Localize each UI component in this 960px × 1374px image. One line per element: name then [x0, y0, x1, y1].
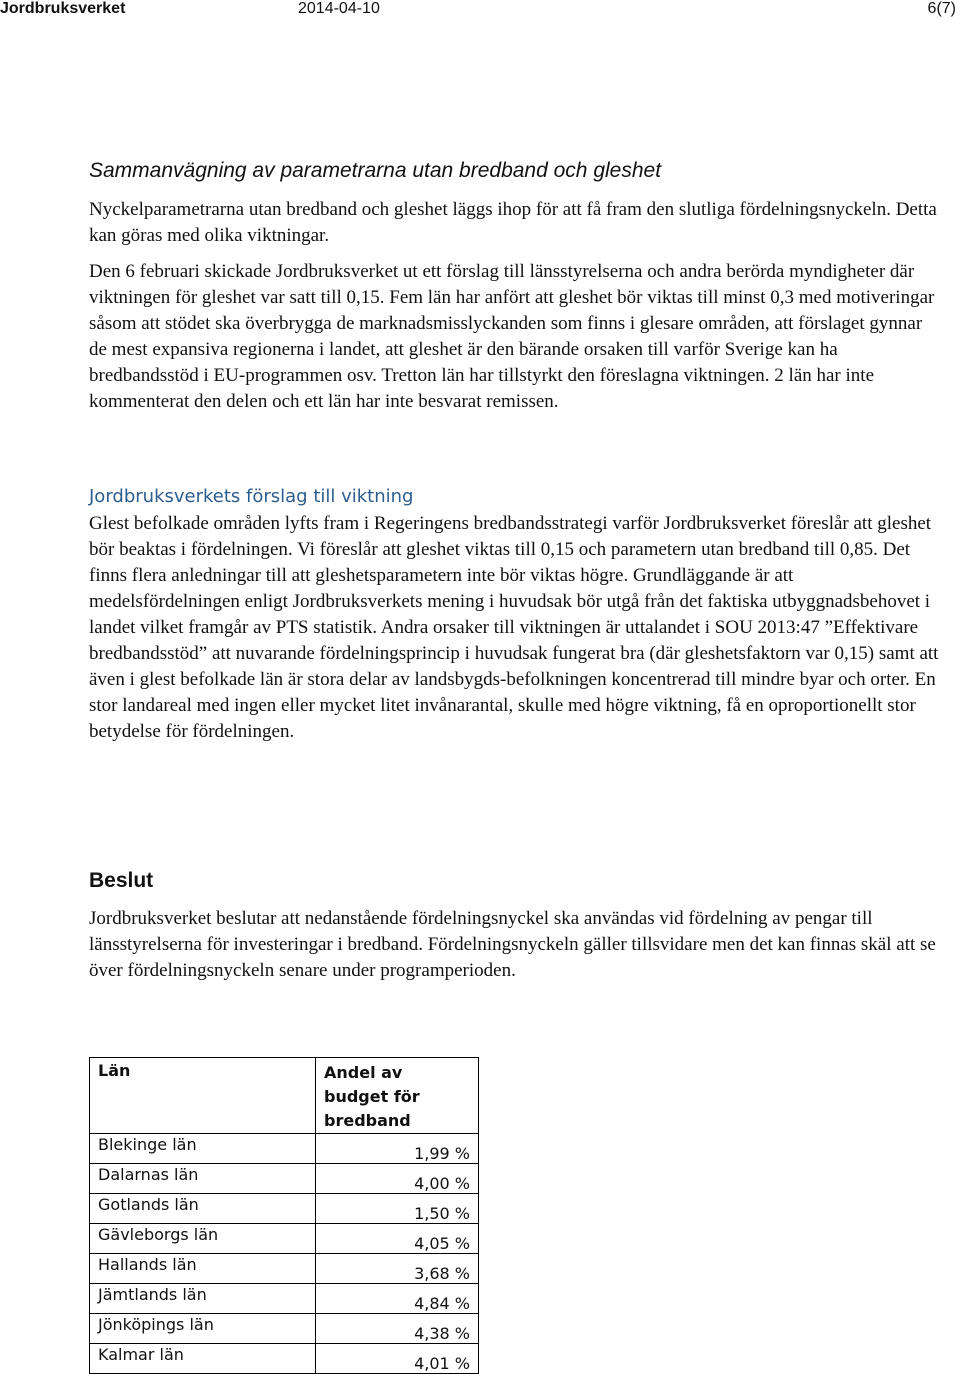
beslut-heading: Beslut — [89, 869, 154, 892]
table-row — [90, 1224, 479, 1254]
cell-andel: 4,00 % — [316, 1164, 479, 1194]
table-row — [90, 1314, 479, 1344]
table-row — [90, 1164, 479, 1194]
paragraph-2: Den 6 februari skickade Jordbruksverket ut ett förslag till länsstyrelserna och andra berörda myndigheter där viktningen för gleshet var satt till 0,15. Fem län har anfört att gleshet bör viktas till minst 0,3 med motiveringar såsom att stödet ska överbrygga de marknadsmisslyckanden som finns i glesare områden, att förslaget gynnar de mest expansiva regionerna i landet, att gleshet är den bärande orsaken till varför Sverige kan ha bredbandsstöd i EU-programmen osv. Tretton län har tillstyrkt den föreslagna viktningen. 2 län har inte kommenterat den delen och ett län har inte besvarat remissen. — [89, 261, 935, 412]
cell-lan: Gotlands län — [90, 1194, 316, 1224]
table-body — [90, 1134, 479, 1374]
table-row — [90, 1344, 479, 1374]
allocation-table — [89, 1057, 479, 1374]
table-row — [90, 1194, 479, 1224]
table-row — [90, 1284, 479, 1314]
cell-lan: Hallands län — [90, 1254, 316, 1284]
section-title: Sammanvägning av parametrarna utan bredband och gleshet — [89, 159, 662, 182]
paragraph-3: Glest befolkade områden lyfts fram i Regeringens bredbandsstrategi varför Jordbruksverket föreslår att gleshet bör beaktas i fördelningen. Vi föreslår att gleshet viktas till 0,15 och parametern utan bredband till 0,85. Det finns flera anledningar till att gleshetsparametern inte bör viktas högre. Grundläggande är att medelsfördelningen enligt Jordbruksverkets mening i huvudsak bör utgå från det faktiska utbyggnadsbehovet i landet vilket framgår av PTS statistik. Andra orsaker till viktningen är uttalandet i SOU 2013:47 ”Effektivare bredbandsstöd” att nuvarande fördelningsprincip i huvudsak fungerat bra (där gleshetsfaktorn var 0,15) samt att även i glest befolkade län är stora delar av landsbygds-befolkningen koncentrerad till mindre byar och orter. En stor landareal med ingen eller mycket litet invånarantal, skulle med högre viktning, få en oproportionellt stor betydelse för fördelningen. — [89, 513, 939, 742]
paragraph-1: Nyckelparametrarna utan bredband och gleshet läggs ihop för att få fram den slutliga fördelningsnyckeln. Detta kan göras med olika viktningar. — [89, 199, 937, 246]
column-header-lan: Län — [90, 1058, 316, 1134]
cell-andel: 1,50 % — [316, 1194, 479, 1224]
cell-lan: Jämtlands län — [90, 1284, 316, 1314]
header-date: 2014-04-10 — [298, 0, 380, 17]
column-header-andel: Andel av budget för bredband — [316, 1058, 479, 1134]
subheading-weighting: Jordbruksverkets förslag till viktning — [89, 486, 414, 507]
table-header-row — [90, 1058, 479, 1134]
table-row — [90, 1134, 479, 1164]
header-page-number: 6(7) — [927, 0, 956, 17]
cell-lan: Jönköpings län — [90, 1314, 316, 1344]
cell-andel: 3,68 % — [316, 1254, 479, 1284]
page-header — [0, 0, 960, 24]
cell-andel: 4,84 % — [316, 1284, 479, 1314]
cell-andel: 4,05 % — [316, 1224, 479, 1254]
cell-lan: Blekinge län — [90, 1134, 316, 1164]
paragraph-4: Jordbruksverket beslutar att nedanstående fördelningsnyckel ska användas vid fördelning av pengar till länsstyrelserna för investeringar i bredband. Fördelningsnyckeln gäller tillsvidare men det kan finnas skäl att se över fördelningsnyckeln senare under programperioden. — [89, 908, 936, 981]
table-row — [90, 1254, 479, 1284]
cell-lan: Dalarnas län — [90, 1164, 316, 1194]
cell-andel: 4,01 % — [316, 1344, 479, 1374]
cell-lan: Kalmar län — [90, 1344, 316, 1374]
header-org: Jordbruksverket — [0, 0, 126, 17]
cell-andel: 1,99 % — [316, 1134, 479, 1164]
cell-lan: Gävleborgs län — [90, 1224, 316, 1254]
cell-andel: 4,38 % — [316, 1314, 479, 1344]
